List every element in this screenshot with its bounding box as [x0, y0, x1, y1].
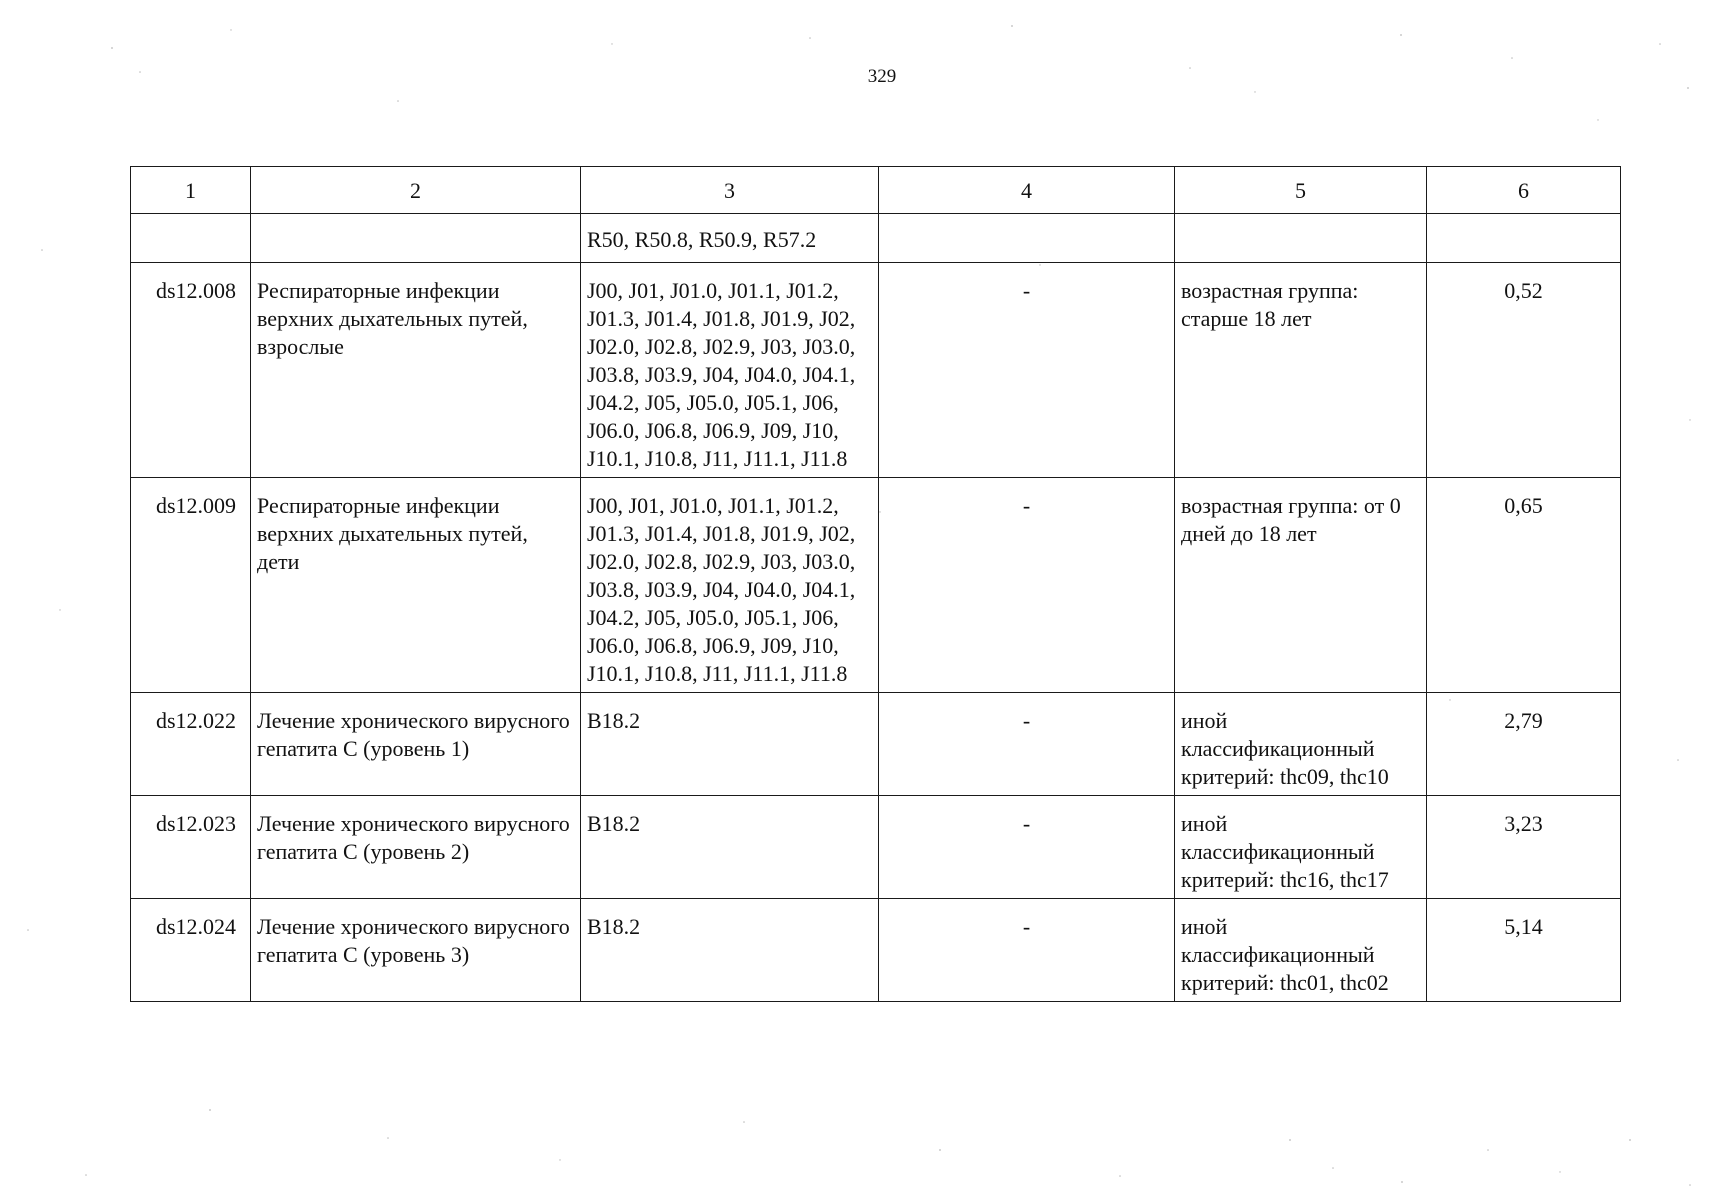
cell-diagnoses: B18.2 [581, 796, 879, 899]
header-col-4: 4 [879, 167, 1175, 214]
table-header [131, 167, 1621, 214]
cell-coef: 2,79 [1427, 693, 1621, 796]
cell-code: ds12.023 [131, 796, 251, 899]
continuation-row [131, 214, 1621, 263]
table-row [131, 796, 1621, 899]
cell-criteria: возрастная группа: старше 18 лет [1175, 263, 1427, 478]
cell-diagnoses: B18.2 [581, 899, 879, 1002]
cell-coef: 5,14 [1427, 899, 1621, 1002]
header-col-1: 1 [131, 167, 251, 214]
cell-code: ds12.009 [131, 478, 251, 693]
cell-diagnoses: J00, J01, J01.0, J01.1, J01.2, J01.3, J01.4, J01.8, J01.9, J02, J02.0, J02.8, J02.9, J03, J03.0, J03.8, J03.9, J04, J04.0, J04.1, J04.2, J05, J05.0, J05.1, J06, J06.0, J06.8, J06.9, J09, J10, J10.1, J10.8, J11, J11.1, J11.8 [581, 263, 879, 478]
cell-criteria [1175, 214, 1427, 263]
cell-diagnoses: J00, J01, J01.0, J01.1, J01.2, J01.3, J01.4, J01.8, J01.9, J02, J02.0, J02.8, J02.9, J03, J03.0, J03.8, J03.9, J04, J04.0, J04.1, J04.2, J05, J05.0, J05.1, J06, J06.0, J06.8, J06.9, J09, J10, J10.1, J10.8, J11, J11.1, J11.8 [581, 478, 879, 693]
header-col-6: 6 [1427, 167, 1621, 214]
cell-name: Лечение хронического вирусного гепатита С (уровень 1) [251, 693, 581, 796]
table-row [131, 263, 1621, 478]
page-number: 329 [867, 66, 897, 87]
cell-name: Лечение хронического вирусного гепатита С (уровень 2) [251, 796, 581, 899]
cell-code: ds12.024 [131, 899, 251, 1002]
cell-col4 [879, 214, 1175, 263]
cell-criteria: возрастная группа: от 0 дней до 18 лет [1175, 478, 1427, 693]
cell-code: ds12.022 [131, 693, 251, 796]
table-body [131, 214, 1621, 1002]
cell-diagnoses: R50, R50.8, R50.9, R57.2 [581, 214, 879, 263]
cell-criteria: иной классификационный критерий: thc01, thc02 [1175, 899, 1427, 1002]
cell-coef: 0,65 [1427, 478, 1621, 693]
cell-col4: - [879, 899, 1175, 1002]
table-row [131, 899, 1621, 1002]
cell-coef: 3,23 [1427, 796, 1621, 899]
header-col-5: 5 [1175, 167, 1427, 214]
cell-col4: - [879, 693, 1175, 796]
cell-name: Респираторные инфекции верхних дыхательных путей, взрослые [251, 263, 581, 478]
cell-code: ds12.008 [131, 263, 251, 478]
cell-criteria: иной классификационный критерий: thc09, thc10 [1175, 693, 1427, 796]
cell-coef [1427, 214, 1621, 263]
header-col-3: 3 [581, 167, 879, 214]
table-row [131, 693, 1621, 796]
table-row [131, 478, 1621, 693]
tariff-table [130, 166, 1621, 1002]
header-row [131, 167, 1621, 214]
cell-diagnoses: B18.2 [581, 693, 879, 796]
header-col-2: 2 [251, 167, 581, 214]
cell-code [131, 214, 251, 263]
cell-col4: - [879, 263, 1175, 478]
cell-criteria: иной классификационный критерий: thc16, thc17 [1175, 796, 1427, 899]
cell-col4: - [879, 478, 1175, 693]
cell-name: Респираторные инфекции верхних дыхательных путей, дети [251, 478, 581, 693]
cell-name: Лечение хронического вирусного гепатита С (уровень 3) [251, 899, 581, 1002]
cell-name [251, 214, 581, 263]
cell-coef: 0,52 [1427, 263, 1621, 478]
cell-col4: - [879, 796, 1175, 899]
